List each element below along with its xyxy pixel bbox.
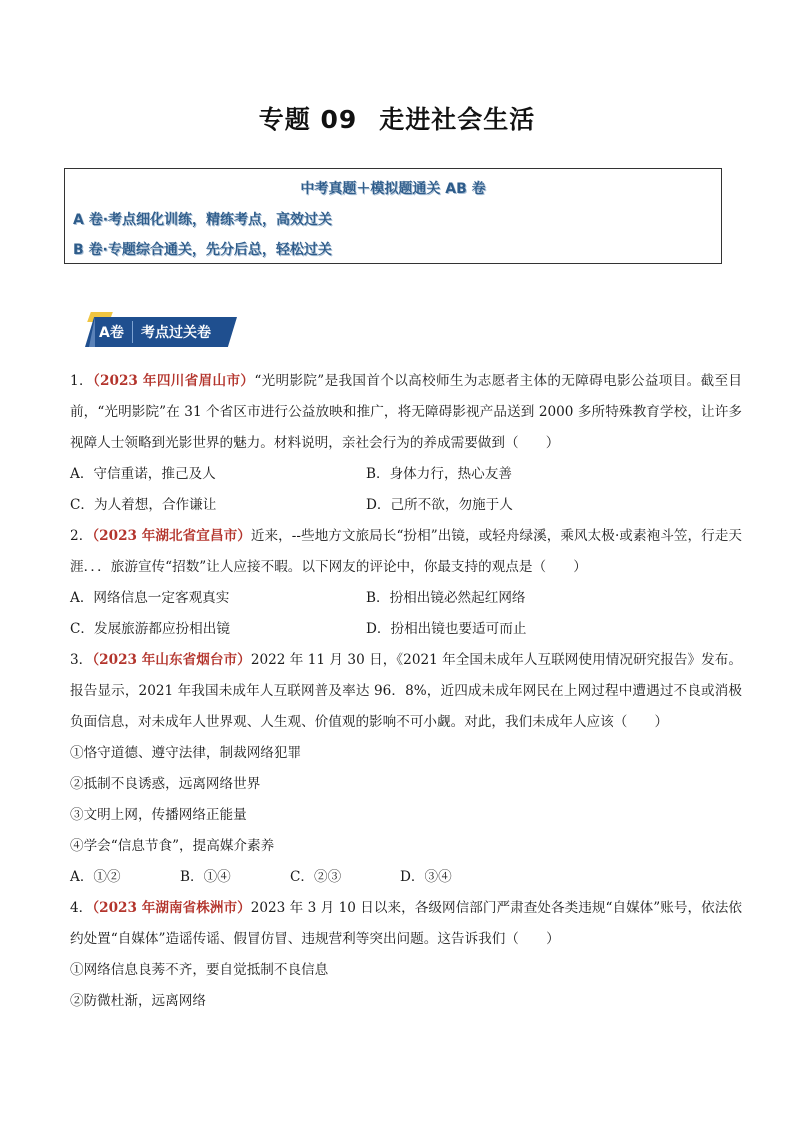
statement-2: ②防微杜渐，远离网络 — [70, 993, 206, 1009]
question-number: 1． — [70, 373, 93, 389]
question-stem — [70, 893, 742, 955]
question-source: （2023 年湖南省株洲市） — [92, 900, 251, 916]
banner-label-a: A卷 — [99, 325, 124, 341]
option-d[interactable]: D．③④ — [400, 869, 452, 885]
question-number: 2． — [70, 528, 93, 544]
question-stem — [70, 366, 742, 459]
option-b[interactable]: B．身体力行，热心友善 — [366, 466, 512, 482]
question-source: （2023 年山东省烟台市） — [92, 652, 251, 668]
title-sub: 走进社会生活 — [379, 105, 536, 134]
question-3 — [70, 645, 742, 893]
statement-1: ①恪守道德、遵守法律，制裁网络犯罪 — [70, 745, 302, 761]
option-b[interactable]: B．扮相出镜必然起红网络 — [366, 590, 526, 606]
question-stem — [70, 645, 742, 738]
statement-2: ②抵制不良诱惑，远离网络世界 — [70, 776, 261, 792]
option-row — [70, 614, 742, 645]
question-text: 2022 年 11 月 30 日，《2021 年全国未成年人互联网使用情况研究报告》发布。报告显示，2021 年我国未成年人互联网普及率达 96．8%，近四成未成年网民在上网过程中遭遇过不良或消极负面信息，对未成年人世界观、人生观、价值观的影响不可小觑。对此，我们未成年人应该（ ） — [70, 652, 742, 730]
option-a[interactable]: A．网络信息一定客观真实 — [70, 590, 230, 606]
option-c[interactable]: C．发展旅游都应扮相出镜 — [70, 621, 230, 637]
info-box-line-a: A 卷·考点细化训练，精练考点，高效过关 — [73, 212, 333, 228]
question-text: 近来，--些地方文旅局长“扮相”出镜，或轻舟绿溪，乘风太极·或素袍斗笠，行走天涯．．．旅游宣传“招数”让人应接不暇。以下网友的评论中，你最支持的观点是（ ） — [70, 528, 742, 575]
info-box — [64, 168, 722, 264]
question-number: 3． — [70, 652, 93, 668]
option-row — [70, 862, 742, 893]
info-box-line-b: B 卷·专题综合通关，先分后总，轻松过关 — [73, 242, 332, 258]
option-a[interactable]: A．①② — [70, 869, 121, 885]
option-d[interactable]: D．己所不欲，勿施于人 — [366, 497, 513, 513]
banner-label-b: 考点过关卷 — [141, 325, 211, 341]
option-c[interactable]: C．②③ — [290, 869, 342, 885]
question-source: （2023 年湖北省宜昌市） — [92, 528, 251, 544]
option-row — [70, 583, 742, 614]
question-source: （2023 年四川省眉山市） — [92, 373, 255, 389]
question-text: “光明影院”是我国首个以高校师生为志愿者主体的无障碍电影公益项目。截至目前，“光明影院”在 31 个省区市进行公益放映和推广，将无障碍影视产品送到 2000 多所特殊教育学校，让许多视障人士领略到光影世界的魅力。材料说明，亲社会行为的养成需要做到（ ） — [70, 373, 742, 451]
statement-4: ④学会“信息节食”，提高媒介素养 — [70, 838, 275, 854]
question-1 — [70, 366, 742, 521]
title-main: 专题 09 — [258, 105, 358, 134]
statement-1: ①网络信息良莠不齐，要自觉抵制不良信息 — [70, 962, 329, 978]
page-title — [0, 100, 794, 136]
option-row — [70, 490, 742, 521]
option-row — [70, 459, 742, 490]
option-c[interactable]: C．为人着想，合作谦让 — [70, 497, 217, 513]
question-number: 4． — [70, 900, 93, 916]
section-banner — [85, 312, 245, 352]
info-box-header: 中考真题＋模拟题通关 AB 卷 — [300, 181, 486, 197]
question-4 — [70, 893, 742, 1017]
banner-divider — [132, 321, 133, 343]
question-2 — [70, 521, 742, 645]
question-stem — [70, 521, 742, 583]
option-a[interactable]: A．守信重诺，推己及人 — [70, 466, 216, 482]
option-d[interactable]: D．扮相出镜也要适可而止 — [366, 621, 527, 637]
question-text: 2023 年 3 月 10 日以来，各级网信部门严肃查处各类违规“自媒体”账号，依法依约处置“自媒体”造谣传谣、假冒仿冒、违规营利等突出问题。这告诉我们（ ） — [70, 900, 742, 947]
statement-3: ③文明上网，传播网络正能量 — [70, 807, 247, 823]
question-list — [70, 366, 742, 1017]
option-b[interactable]: B．①④ — [180, 869, 231, 885]
